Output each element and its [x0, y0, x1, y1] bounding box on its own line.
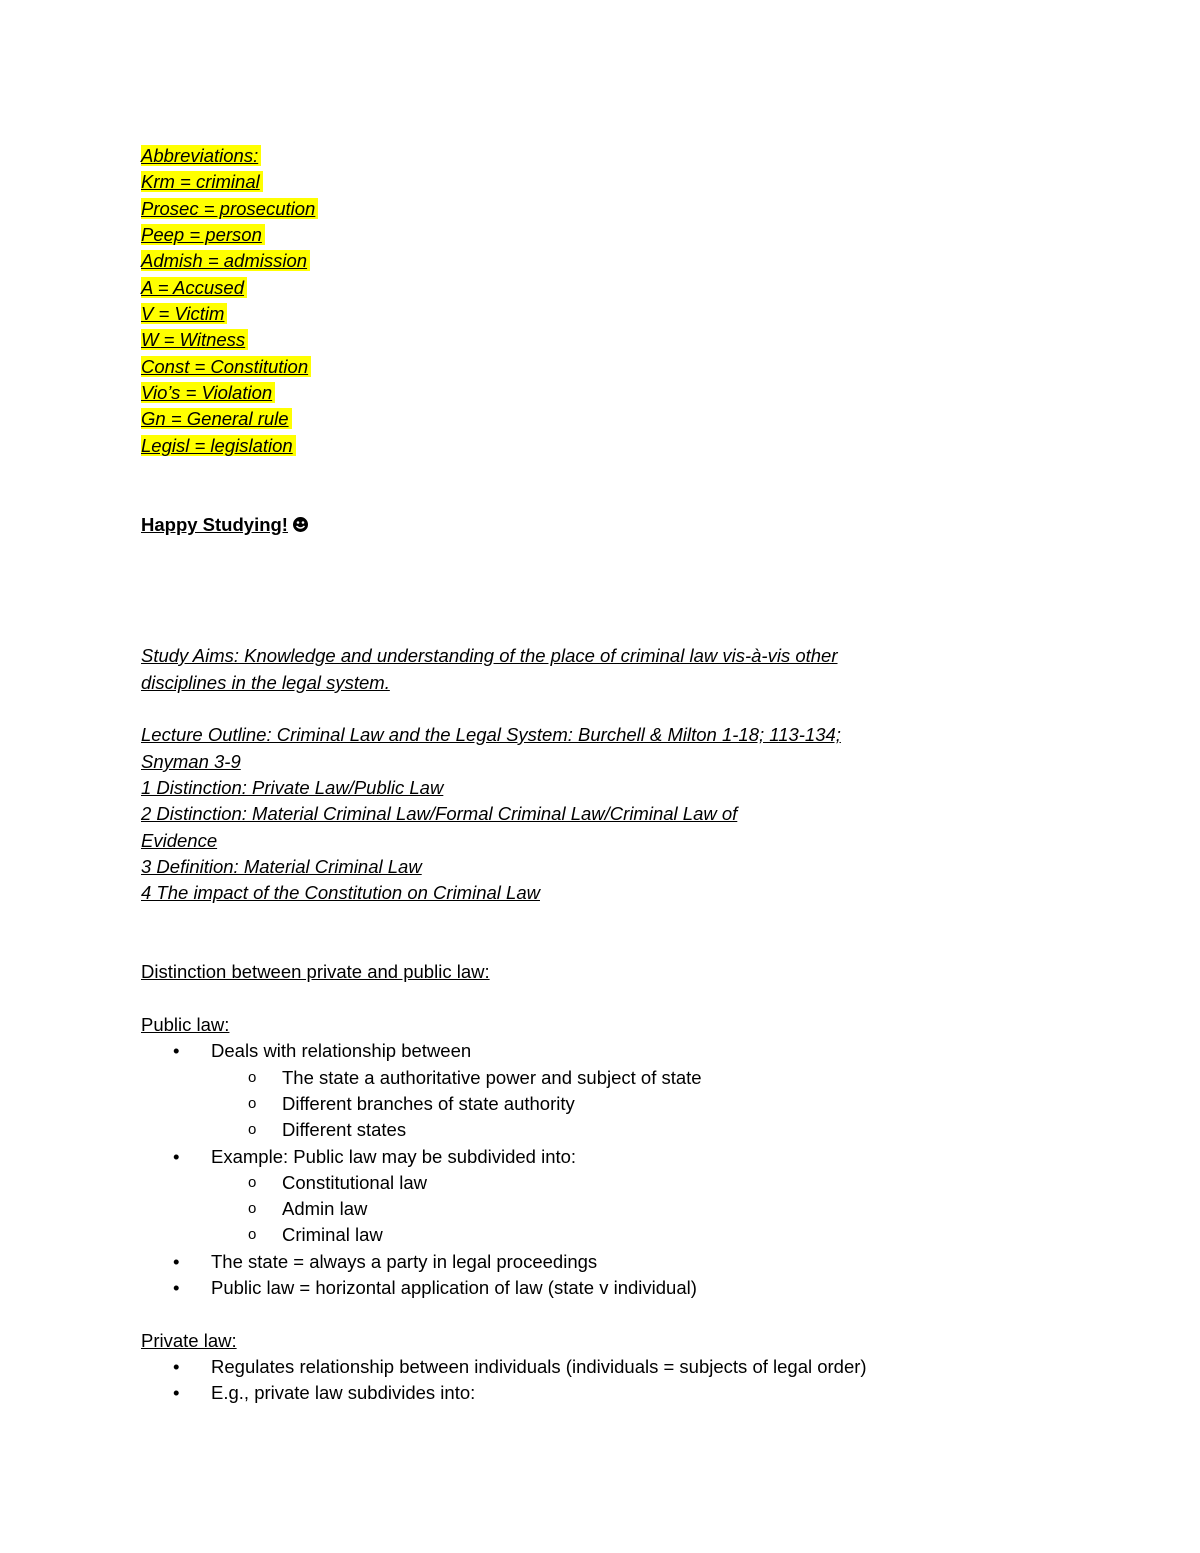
- list-subitem: o Admin law: [248, 1196, 1148, 1222]
- lecture-outline-item: 2 Distinction: Material Criminal Law/Formal Criminal Law/Criminal Law of: [141, 803, 738, 824]
- lecture-outline-item: Evidence: [141, 830, 218, 851]
- smiley-icon: [292, 514, 309, 540]
- sub-bullet-icon: o: [248, 1095, 257, 1112]
- abbreviations-heading: Abbreviations:: [141, 143, 261, 169]
- bullet-icon: •: [173, 1040, 180, 1061]
- abbreviation-item: Vio’s = Violation: [141, 380, 275, 406]
- lecture-outline-title: Snyman 3-9: [141, 751, 241, 772]
- sub-bullet-icon: o: [248, 1200, 257, 1217]
- bullet-icon: •: [173, 1356, 180, 1377]
- list-subitem: o Constitutional law: [248, 1170, 1148, 1196]
- abbreviation-item: Gn = General rule: [141, 406, 292, 432]
- abbreviation-item: Const = Constitution: [141, 354, 311, 380]
- study-aims-line: disciplines in the legal system.: [141, 672, 390, 693]
- sub-bullet-icon: o: [248, 1226, 257, 1243]
- list-item: • E.g., private law subdivides into:: [173, 1380, 1073, 1406]
- bullet-icon: •: [173, 1382, 180, 1403]
- list-subitem: o Different states: [248, 1117, 1148, 1143]
- lecture-outline-title: Lecture Outline: Criminal Law and the Legal System: Burchell & Milton 1-18; 113-134;: [141, 724, 841, 745]
- lecture-outline-item: 3 Definition: Material Criminal Law: [141, 856, 422, 877]
- greeting: Happy Studying!: [141, 512, 309, 540]
- abbreviation-item: W = Witness: [141, 327, 248, 353]
- list-item: • Public law = horizontal application of law (state v individual): [173, 1275, 1073, 1301]
- abbreviation-item: V = Victim: [141, 301, 227, 327]
- abbreviation-item: Admish = admission: [141, 248, 310, 274]
- lecture-outline-item: 4 The impact of the Constitution on Criminal Law: [141, 882, 540, 903]
- list-subitem: o Different branches of state authority: [248, 1091, 1148, 1117]
- private-law-heading: Private law:: [141, 1330, 237, 1351]
- sub-bullet-icon: o: [248, 1121, 257, 1138]
- lecture-outline-item: 1 Distinction: Private Law/Public Law: [141, 777, 444, 798]
- public-law-heading: Public law:: [141, 1014, 230, 1035]
- sub-bullet-icon: o: [248, 1069, 257, 1086]
- abbreviation-item: Krm = criminal: [141, 169, 263, 195]
- section-heading: Distinction between private and public law:: [141, 961, 490, 982]
- list-item: • Deals with relationship between: [173, 1038, 1073, 1064]
- abbreviation-item: Prosec = prosecution: [141, 196, 318, 222]
- abbreviation-item: A = Accused: [141, 275, 247, 301]
- list-item: • Regulates relationship between individuals (individuals = subjects of legal order): [173, 1354, 1073, 1380]
- list-subitem: o Criminal law: [248, 1222, 1148, 1248]
- list-item: • The state = always a party in legal proceedings: [173, 1249, 1073, 1275]
- abbreviation-item: Legisl = legislation: [141, 433, 296, 459]
- bullet-icon: •: [173, 1277, 180, 1298]
- bullet-icon: •: [173, 1251, 180, 1272]
- sub-bullet-icon: o: [248, 1174, 257, 1191]
- list-item: • Example: Public law may be subdivided into:: [173, 1144, 1073, 1170]
- bullet-icon: •: [173, 1146, 180, 1167]
- abbreviation-item: Peep = person: [141, 222, 265, 248]
- list-subitem: o The state a authoritative power and subject of state: [248, 1065, 1148, 1091]
- study-aims-line: Study Aims: Knowledge and understanding of the place of criminal law vis-à-vis other: [141, 645, 838, 666]
